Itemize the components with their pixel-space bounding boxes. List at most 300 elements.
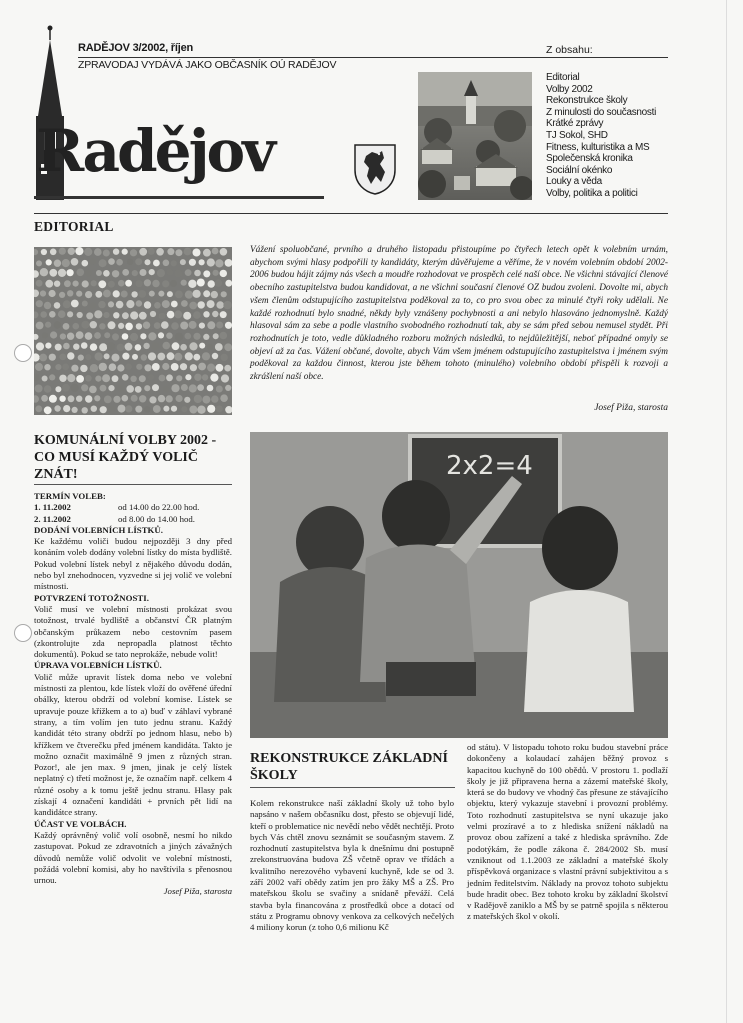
crowd-face bbox=[144, 364, 151, 371]
crowd-face bbox=[154, 322, 161, 329]
village-photo-graphic bbox=[418, 72, 532, 200]
crowd-face bbox=[131, 395, 138, 402]
crowd-face bbox=[156, 248, 164, 256]
crowd-face bbox=[59, 375, 66, 382]
crowd-face bbox=[136, 323, 142, 329]
crowd-face bbox=[49, 290, 56, 297]
crowd-face bbox=[55, 344, 62, 351]
crowd-face bbox=[194, 395, 202, 403]
crowd-face bbox=[73, 281, 79, 287]
crowd-face bbox=[211, 291, 218, 298]
crowd-face bbox=[85, 291, 92, 298]
crowd-face bbox=[71, 384, 79, 392]
crowd-face bbox=[157, 269, 165, 277]
crowd-face bbox=[144, 406, 151, 413]
punch-hole bbox=[14, 344, 32, 362]
crowd-face bbox=[68, 395, 75, 402]
crowd-face bbox=[90, 303, 96, 309]
crowd-face bbox=[54, 405, 60, 411]
crowd-face bbox=[149, 291, 155, 297]
crowd-face bbox=[220, 332, 228, 340]
crowd-face bbox=[86, 312, 93, 319]
elections-article bbox=[34, 491, 232, 898]
crowd-face bbox=[158, 395, 165, 402]
crowd-face bbox=[76, 396, 82, 402]
crowd-face bbox=[135, 258, 142, 265]
crowd-face bbox=[71, 258, 79, 266]
election-time: od 8.00 do 14.00 hod. bbox=[118, 513, 195, 524]
issue-label: RADĚJOV 3/2002, říjen bbox=[78, 42, 194, 54]
crowd-face bbox=[116, 259, 123, 266]
crowd-face bbox=[202, 396, 210, 404]
crowd-face bbox=[78, 355, 84, 361]
crowd-face bbox=[126, 364, 132, 370]
contents-item[interactable]: Fitness, kulturistika a MS bbox=[546, 141, 650, 153]
election-date-row bbox=[34, 502, 232, 513]
crowd-face bbox=[220, 270, 227, 277]
crowd-face bbox=[108, 385, 114, 391]
crowd-face bbox=[185, 374, 191, 380]
crowd-face bbox=[175, 291, 183, 299]
crowd-face bbox=[170, 280, 177, 287]
crowd-face bbox=[108, 258, 115, 265]
crowd-face bbox=[144, 279, 151, 286]
crowd-face bbox=[225, 322, 232, 329]
crowd-face bbox=[176, 375, 182, 381]
crowd-face bbox=[225, 385, 231, 391]
crowd-face bbox=[103, 312, 109, 318]
crowd-face bbox=[163, 406, 169, 412]
crowd-face bbox=[62, 384, 70, 392]
crowd-face bbox=[112, 375, 119, 382]
crowd-face bbox=[96, 270, 102, 276]
publisher-label: ZPRAVODAJ VYDÁVÁ JAKO OBČASNÍK OÚ RADĚJOV bbox=[78, 59, 337, 71]
crowd-face bbox=[181, 300, 188, 307]
crowd-face bbox=[203, 270, 210, 277]
crowd-face bbox=[144, 301, 151, 308]
crowd-face bbox=[136, 300, 142, 306]
crowd-face bbox=[143, 343, 149, 349]
crowd-face bbox=[76, 375, 84, 383]
crowd-face bbox=[113, 396, 120, 403]
crowd-face bbox=[171, 322, 179, 330]
crowd-face bbox=[95, 291, 102, 298]
crowd-face bbox=[94, 310, 102, 318]
crowd-face bbox=[112, 354, 120, 362]
crowd-photo-graphic bbox=[34, 247, 232, 415]
editorial-heading: EDITORIAL bbox=[34, 219, 114, 234]
crowd-face bbox=[202, 352, 210, 360]
crowd-face bbox=[185, 333, 192, 340]
crowd-face bbox=[121, 291, 128, 298]
crowd-face bbox=[36, 300, 43, 307]
crowd-face bbox=[64, 280, 71, 287]
crowd-face bbox=[82, 260, 89, 267]
crowd-face bbox=[154, 302, 161, 309]
crowd-face bbox=[104, 332, 110, 338]
crowd-face bbox=[163, 260, 170, 267]
crowd-face bbox=[131, 291, 137, 297]
election-time: od 14.00 do 22.00 hod. bbox=[118, 502, 200, 513]
crowd-face bbox=[55, 364, 61, 370]
crowd-face bbox=[181, 384, 188, 391]
crowd-face bbox=[35, 385, 43, 393]
crowd-face bbox=[174, 310, 182, 318]
crowd-face bbox=[50, 331, 57, 338]
crowd-face bbox=[98, 301, 105, 308]
crowd-face bbox=[49, 354, 56, 361]
masthead-logo: Radějov bbox=[36, 117, 273, 185]
crowd-face bbox=[81, 342, 88, 349]
divider bbox=[34, 484, 232, 485]
crowd-face bbox=[171, 406, 177, 412]
crowd-face bbox=[118, 280, 125, 287]
election-date: 1. 11.2002 bbox=[34, 502, 71, 513]
crowd-face bbox=[207, 258, 215, 266]
crowd-face bbox=[35, 363, 43, 371]
crowd-face bbox=[207, 300, 215, 308]
crowd-face bbox=[207, 405, 215, 413]
crowd-face bbox=[109, 363, 117, 371]
crowd-face bbox=[76, 331, 84, 339]
crowd-face bbox=[67, 290, 73, 296]
crowd-face bbox=[188, 280, 196, 288]
crowd-face bbox=[216, 322, 223, 329]
crowd-face bbox=[113, 249, 119, 255]
crowd-face bbox=[71, 300, 79, 308]
section-text: Ke každému voliči budou nejpozději 3 dny před konáním voleb dodány volební lístky do místa bydliště. Pokud volební lístek nebyl z nějakého důvodu dodán, nebo byl znehodnocen, vyzvedne si jej volič ve volební místnosti. bbox=[34, 536, 232, 592]
crowd-face bbox=[167, 248, 174, 255]
crowd-face bbox=[60, 333, 66, 339]
crowd-face bbox=[63, 343, 70, 350]
crowd-face bbox=[108, 301, 114, 307]
crowd-face bbox=[99, 323, 105, 329]
crowd-face bbox=[67, 374, 75, 382]
crowd-face bbox=[189, 321, 197, 329]
crowd-face bbox=[59, 248, 66, 255]
crowd-face bbox=[45, 343, 51, 349]
crowd-face bbox=[139, 312, 147, 320]
crowd-face bbox=[141, 354, 147, 360]
crowd-face bbox=[215, 343, 223, 351]
contents-item[interactable]: Louky a věda bbox=[546, 176, 602, 188]
crowd-face bbox=[193, 290, 201, 298]
crowd-face bbox=[99, 363, 107, 371]
crowd-face bbox=[153, 405, 161, 413]
page-edge bbox=[726, 0, 727, 1023]
contents-item[interactable]: TJ Sokol, SHD bbox=[546, 129, 608, 141]
crowd-face bbox=[161, 321, 169, 329]
crowd-face bbox=[162, 280, 169, 287]
coat-of-arms-icon bbox=[352, 142, 398, 196]
crowd-face bbox=[40, 311, 47, 318]
crowd-face bbox=[58, 269, 66, 277]
crowd-face bbox=[113, 312, 119, 318]
crowd-face bbox=[54, 321, 61, 328]
crowd-face bbox=[211, 395, 218, 402]
elections-title: KOMUNÁLNÍ VOLBY 2002 - CO MUSÍ KAŽDÝ VOLIČ ZNÁT! bbox=[34, 433, 217, 482]
crowd-face bbox=[130, 311, 138, 319]
crowd-face bbox=[148, 248, 155, 255]
crowd-face bbox=[171, 363, 179, 371]
crowd-face bbox=[139, 248, 147, 256]
crowd-face bbox=[81, 321, 89, 329]
crowd-face bbox=[220, 311, 227, 318]
crowd-face bbox=[73, 344, 79, 350]
crowd-face bbox=[82, 280, 89, 287]
crowd-face bbox=[180, 259, 186, 265]
crowd-face bbox=[216, 301, 224, 309]
crowd-face bbox=[42, 376, 48, 382]
crowd-face bbox=[158, 291, 164, 297]
crowd-face bbox=[40, 290, 46, 296]
contents-item[interactable]: Volby 2002 bbox=[546, 83, 593, 95]
crowd-face bbox=[81, 384, 88, 391]
crowd-face bbox=[67, 269, 74, 276]
reconstruction-column-2: od státu). V listopadu tohoto roku budou stavební práce dokončeny a kolaudací zahájen běžný provoz s kapacitou kuchyně do 100 obědů. V prostoru 1. podlaží školy je již připravena herna a zázemí mateřské školy, která se do budovy ve vhodný čas přesune ze stávajícího objektu, který vykazuje stavební i provozní problémy. Toto rozhodnutí zastupitelstva se nyní ukazuje jako velmi prozíravé a to z hlediska snížení nákladů na provoz obou zařízení a také z hlediska správního. Zde podotýkám, že podle zákona č. 284/2002 Sb. musí vzniknout od 1.1.2003 ze základní a mateřské školy příspěvková organizace s vlastní právní subjektivitou a s jedním ředitelstvím. Náklady na provoz tohoto subjektu bude hradit obec. Bez tohoto kroku by základní školství v Radějově zaniklo a MŠ by se patrně spojila s některou z mateřských škol v okolí. bbox=[467, 742, 668, 922]
crowd-face bbox=[63, 300, 71, 308]
crowd-face bbox=[107, 342, 115, 350]
crowd-face bbox=[45, 322, 51, 328]
crowd-face bbox=[180, 344, 187, 351]
crowd-face bbox=[197, 384, 204, 391]
crowd-face bbox=[39, 354, 47, 362]
crowd-face bbox=[203, 290, 210, 297]
contents-item[interactable]: Krátké zprávy bbox=[546, 118, 604, 130]
crowd-face bbox=[36, 322, 44, 330]
punch-hole bbox=[14, 624, 32, 642]
crowd-face bbox=[85, 270, 92, 277]
village-photo bbox=[418, 72, 532, 200]
crowd-face bbox=[63, 405, 70, 412]
crowd-face bbox=[207, 321, 215, 329]
crowd-face bbox=[135, 386, 142, 393]
crowd-face bbox=[189, 259, 196, 266]
crowd-face bbox=[207, 364, 215, 372]
crowd-face bbox=[100, 385, 107, 392]
crowd-face bbox=[125, 343, 133, 351]
crowd-face bbox=[162, 300, 170, 308]
contents-item[interactable]: Sociální okénko bbox=[546, 164, 613, 176]
contents-item[interactable]: Editorial bbox=[546, 72, 580, 83]
crowd-face bbox=[210, 374, 218, 382]
crowd-face bbox=[194, 374, 201, 381]
crowd-face bbox=[90, 364, 98, 372]
crowd-face bbox=[163, 386, 169, 392]
crowd-face bbox=[216, 405, 223, 412]
crowd-face bbox=[73, 323, 80, 330]
contents-item[interactable]: Rekonstrukce školy bbox=[546, 95, 628, 107]
crowd-face bbox=[203, 249, 211, 257]
crowd-face bbox=[125, 280, 132, 287]
crowd-face bbox=[122, 312, 129, 319]
crowd-face bbox=[54, 281, 60, 287]
crowd-face bbox=[199, 259, 205, 265]
crowd-face bbox=[89, 386, 97, 394]
reconstruction-column-1: Kolem rekonstrukce naší základní školy už toho bylo napsáno v našem občasníku dost, přesto se objevují lidé, kteří o problematice nic nevědí nebo vědět nechtějí. Proto bych Vás chtěl znovu seznámit se současným stavem. Z rozhodnutí zastupitelstva byla k dnešnímu dni postupně zrekonstruována budova ZŠ včetně oprav ve třídách a kvalitního nerezového vybavení kuchyně, kde se od 3. září 2002 vaří obědy zatím jen pro žáky MŠ a ZŠ. Pro mateřskou školu se svačiny a snídaně převáží. Celá stavba byla financována z prostředků obce a dotací od státu z Programu obnovy venkova za celkových nečelých 4 miliony korun (z toho 0,6 milionu Kč bbox=[250, 798, 454, 933]
crowd-face bbox=[59, 354, 66, 361]
crowd-face bbox=[94, 248, 102, 256]
crowd-face bbox=[144, 385, 150, 391]
contents-list bbox=[546, 72, 656, 200]
crowd-face bbox=[221, 291, 227, 297]
crowd-face bbox=[174, 353, 182, 361]
crowd-face bbox=[180, 322, 188, 330]
crowd-face bbox=[143, 322, 150, 329]
reconstruction-title: REKONSTRUKCE ZÁKLADNÍ ŠKOLY bbox=[250, 751, 448, 783]
crowd-face bbox=[139, 375, 146, 382]
editorial-signature: Josef Piža, starosta bbox=[594, 403, 668, 413]
crowd-face bbox=[199, 323, 205, 329]
crowd-face bbox=[203, 334, 209, 340]
crowd-face bbox=[44, 385, 52, 393]
crowd-face bbox=[75, 247, 83, 255]
crowd-face bbox=[140, 269, 147, 276]
elections-signature: Josef Piža, starosta bbox=[163, 886, 232, 897]
divider bbox=[78, 57, 668, 58]
crowd-face bbox=[152, 363, 160, 371]
crowd-face bbox=[225, 280, 232, 287]
crowd-face bbox=[99, 259, 107, 267]
crowd-face bbox=[193, 333, 200, 340]
crowd-face bbox=[63, 323, 70, 330]
crowd-face bbox=[215, 279, 222, 286]
crowd-face bbox=[108, 321, 116, 329]
crowd-face bbox=[82, 407, 88, 413]
crowd-face bbox=[125, 405, 132, 412]
contents-item[interactable]: Volby, politika a politici bbox=[546, 187, 638, 199]
crowd-face bbox=[189, 406, 197, 414]
crowd-face bbox=[152, 384, 159, 391]
crowd-face bbox=[212, 353, 218, 359]
crowd-face bbox=[44, 364, 50, 370]
crowd-face bbox=[215, 259, 223, 267]
crowd-face bbox=[132, 270, 138, 276]
section-heading: ÚČAST VE VOLBÁCH. bbox=[34, 818, 127, 829]
crowd-face bbox=[122, 353, 129, 360]
crowd-face bbox=[55, 386, 61, 392]
crowd-face bbox=[220, 248, 228, 256]
crowd-face bbox=[135, 406, 142, 413]
crowd-face bbox=[189, 342, 197, 350]
crowd-face bbox=[108, 281, 115, 288]
contents-item[interactable]: Z minulosti do současnosti bbox=[546, 106, 657, 118]
crowd-face bbox=[77, 312, 83, 318]
crowd-face bbox=[166, 333, 172, 339]
crowd-face bbox=[158, 332, 164, 338]
crowd-face bbox=[91, 406, 97, 412]
crowd-face bbox=[44, 302, 51, 309]
crowd-face bbox=[80, 365, 87, 372]
crowd-face bbox=[132, 354, 138, 360]
crowd-face bbox=[166, 395, 173, 402]
crowd-face bbox=[212, 248, 219, 255]
crowd-face bbox=[125, 323, 133, 331]
crowd-face bbox=[148, 332, 156, 340]
crowd-face bbox=[116, 301, 124, 309]
crowd-face bbox=[102, 374, 110, 382]
crowd-face bbox=[149, 396, 156, 403]
crowd-face bbox=[181, 280, 187, 286]
divider bbox=[34, 196, 324, 199]
blackboard-text: 2x2=4 bbox=[446, 451, 533, 481]
crowd-face bbox=[41, 249, 47, 255]
crowd-face bbox=[216, 364, 224, 372]
crowd-face bbox=[59, 396, 65, 402]
crowd-face bbox=[45, 280, 53, 288]
crowd-face bbox=[198, 363, 206, 371]
editorial-text: Vážení spoluobčané, prvního a druhého listopadu přistoupíme po čtyřech letech opět k volebním urnám, abychom svými hlasy podpořili ty kandidáty, kterým důvěřujeme a věříme, že v novém volebním období 2002-2006 budou hájit zájmy nás všech a moudře rozhodovat ve prospěch celé naší obce. Ne všichni stávající členové obecního zastupitelstva budou kandidovat, a ne všichni současní členové OZ budou zvoleni. Dovolte mi, abych všem členům odstupujícího zastupitelstva poděkoval za to, co pro svou obec za minulé čtyři roky udělali. Ne každé rozhodnutí bylo snadné, někdy byly vznášeny pochybnosti a ani nebylo hlasováno jednomyslně. Každý hlasoval sám za sebe a podle vlastního svobodného rozhodnutí tak, aby se sám před sebou nemusel stydět. Při rozhodnutích je toto, vedle důkladného rozboru možných následků, to nejdůležitější, neboť případné omyly se objeví až za čas. Vážení občané, dovolte, abych Vám všem jménem odstupujícího zastupitelstva i jménem svým poděkoval za každou činnost, kterou jste během tohoto (minulého) volebního období přispěli k rozvoji a zkrášlení naší obce. bbox=[250, 245, 668, 383]
crowd-face bbox=[68, 248, 75, 255]
crowd-face bbox=[140, 333, 146, 339]
crowd-face bbox=[126, 385, 134, 393]
crowd-face bbox=[58, 310, 66, 318]
crowd-face bbox=[194, 270, 201, 277]
crowd-face bbox=[189, 384, 197, 392]
crowd-face bbox=[72, 407, 78, 413]
contents-item[interactable]: Společenská kronika bbox=[546, 153, 633, 165]
crowd-face bbox=[135, 344, 142, 351]
crowd-face bbox=[104, 396, 112, 404]
crowd-face bbox=[175, 333, 183, 341]
crowd-face bbox=[163, 342, 171, 350]
crowd-face bbox=[85, 332, 93, 340]
crowd-face bbox=[145, 259, 151, 265]
crowd-face bbox=[126, 300, 134, 308]
crowd-face bbox=[90, 343, 97, 350]
crowd-face bbox=[118, 405, 126, 413]
crowd-face bbox=[130, 333, 138, 341]
crowd-face bbox=[159, 375, 166, 382]
crowd-face bbox=[224, 365, 231, 372]
crowd-face bbox=[112, 270, 119, 277]
crowd-face bbox=[49, 269, 57, 277]
crowd-face bbox=[118, 323, 124, 329]
crowd-face bbox=[159, 313, 166, 320]
crowd-face bbox=[213, 333, 219, 339]
crowd-face bbox=[108, 406, 115, 413]
crowd-face bbox=[85, 375, 92, 382]
crowd-face bbox=[67, 352, 74, 359]
crowd-face bbox=[95, 352, 103, 360]
section-heading: DODÁNÍ VOLEBNÍCH LÍSTKŮ. bbox=[34, 524, 163, 535]
crowd-face bbox=[118, 385, 125, 392]
crowd-face bbox=[95, 376, 101, 382]
crowd-face bbox=[122, 249, 128, 255]
crowd-face bbox=[184, 397, 190, 403]
crowd-face bbox=[54, 260, 61, 267]
crowd-face bbox=[221, 374, 229, 382]
crowd-face bbox=[184, 248, 192, 256]
crowd-face bbox=[46, 259, 52, 265]
crowd-face bbox=[181, 406, 187, 412]
crowd-face bbox=[67, 311, 73, 317]
crowd-face bbox=[193, 311, 201, 319]
crowd-face bbox=[59, 292, 65, 298]
crowd-face bbox=[103, 250, 110, 257]
crowd-face bbox=[197, 406, 205, 414]
crowd-face bbox=[171, 301, 178, 308]
crowd-face bbox=[85, 354, 91, 360]
crowd-face bbox=[171, 384, 179, 392]
crowd-face bbox=[130, 376, 136, 382]
crowd-face bbox=[62, 259, 70, 267]
election-date-row bbox=[34, 514, 232, 525]
crowd-face bbox=[183, 312, 191, 320]
crowd-face bbox=[220, 394, 228, 402]
crowd-face bbox=[224, 343, 232, 351]
crowd-face bbox=[203, 311, 209, 317]
